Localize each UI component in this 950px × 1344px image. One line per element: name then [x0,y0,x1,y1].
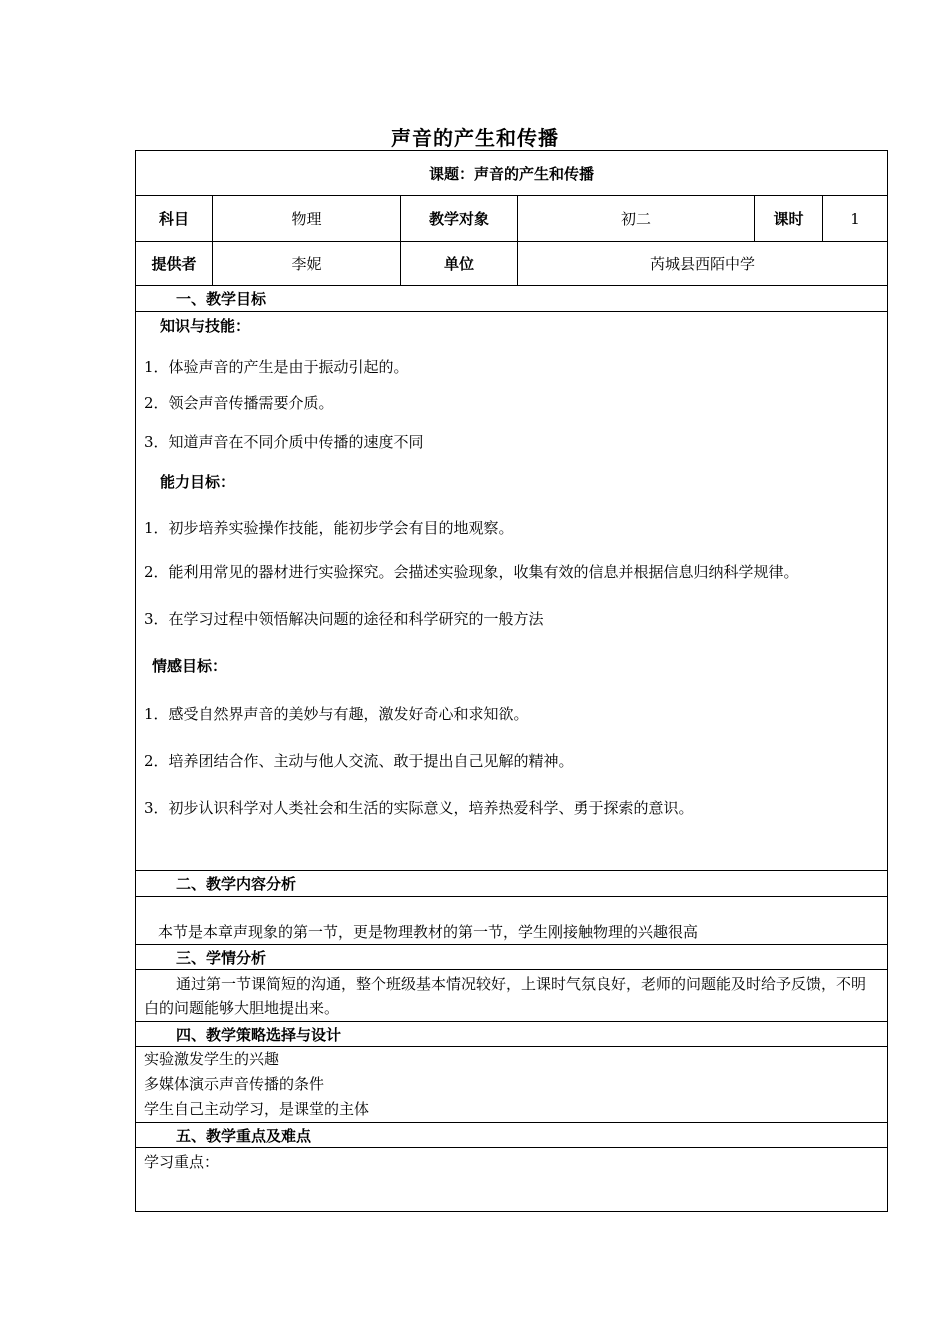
strategy-item: 实验激发学生的兴趣 [144,1050,280,1068]
emotion-heading: 情感目标： [152,657,228,675]
students-text: 通过第一节课简短的沟通，整个班级基本情况较好，上课时气氛良好，老师的问题能及时给予反馈，不明白的问题能够大胆地提出来。 [136,970,888,1022]
ability-item: 3．在学习过程中领悟解决问题的途径和科学研究的一般方法 [144,610,544,628]
goals-heading-row [136,286,888,312]
hours-label: 课时 [755,196,823,242]
strategy-heading-row [136,1022,888,1047]
content-text: 本节是本章声现象的第一节，更是物理教材的第一节，学生刚接触物理的兴趣很高 [136,897,888,945]
hours-value: 1 [823,196,888,242]
content-heading: 二、教学内容分析 [136,871,888,897]
students-heading: 三、学情分析 [136,945,888,970]
emotion-item: 1．感受自然界声音的美妙与有趣，激发好奇心和求知欲。 [144,705,529,723]
info-row-1 [136,196,888,242]
provider-value: 李妮 [213,242,401,286]
students-heading-row [136,945,888,970]
strategy-heading: 四、教学策略选择与设计 [136,1022,888,1047]
unit-value: 芮城县西陌中学 [518,242,888,286]
knowledge-item: 3．知道声音在不同介质中传播的速度不同 [144,433,424,451]
lesson-title-cell: 课题：声音的产生和传播 [136,151,888,196]
subject-value: 物理 [213,196,401,242]
goals-body-row [136,312,888,871]
knowledge-item: 1．体验声音的产生是由于振动引起的。 [144,358,409,376]
emotion-item: 2．培养团结合作、主动与他人交流、敢于提出自己见解的精神。 [144,752,574,770]
lesson-plan-table [135,150,888,1212]
strategy-item: 学生自己主动学习，是课堂的主体 [144,1100,370,1118]
provider-label: 提供者 [136,242,213,286]
goals-body [136,312,888,871]
audience-label: 教学对象 [401,196,518,242]
students-body-row [136,970,888,1022]
strategy-body-row [136,1047,888,1123]
lesson-title-row [136,151,888,196]
keypoints-body-row [136,1148,888,1212]
content-heading-row [136,871,888,897]
ability-item: 1．初步培养实验操作技能，能初步学会有目的地观察。 [144,519,514,537]
ability-heading: 能力目标： [160,473,236,491]
emotion-item: 3．初步认识科学对人类社会和生活的实际意义，培养热爱科学、勇于探索的意识。 [144,799,694,817]
strategy-item: 多媒体演示声音传播的条件 [144,1075,325,1093]
keypoints-heading: 五、教学重点及难点 [136,1123,888,1148]
page-title: 声音的产生和传播 [391,126,559,150]
info-row-2 [136,242,888,286]
goals-heading: 一、教学目标 [136,286,888,312]
audience-value: 初二 [518,196,755,242]
keypoints-heading-row [136,1123,888,1148]
keypoints-text: 学习重点： [136,1148,888,1212]
strategy-body [136,1047,888,1123]
content-body-row [136,897,888,945]
unit-label: 单位 [401,242,518,286]
knowledge-item: 2．领会声音传播需要介质。 [144,394,334,412]
subject-label: 科目 [136,196,213,242]
knowledge-heading: 知识与技能： [160,317,251,335]
ability-item: 2．能利用常见的器材进行实验探究。会描述实验现象，收集有效的信息并根据信息归纳科学规律。 [144,563,799,581]
